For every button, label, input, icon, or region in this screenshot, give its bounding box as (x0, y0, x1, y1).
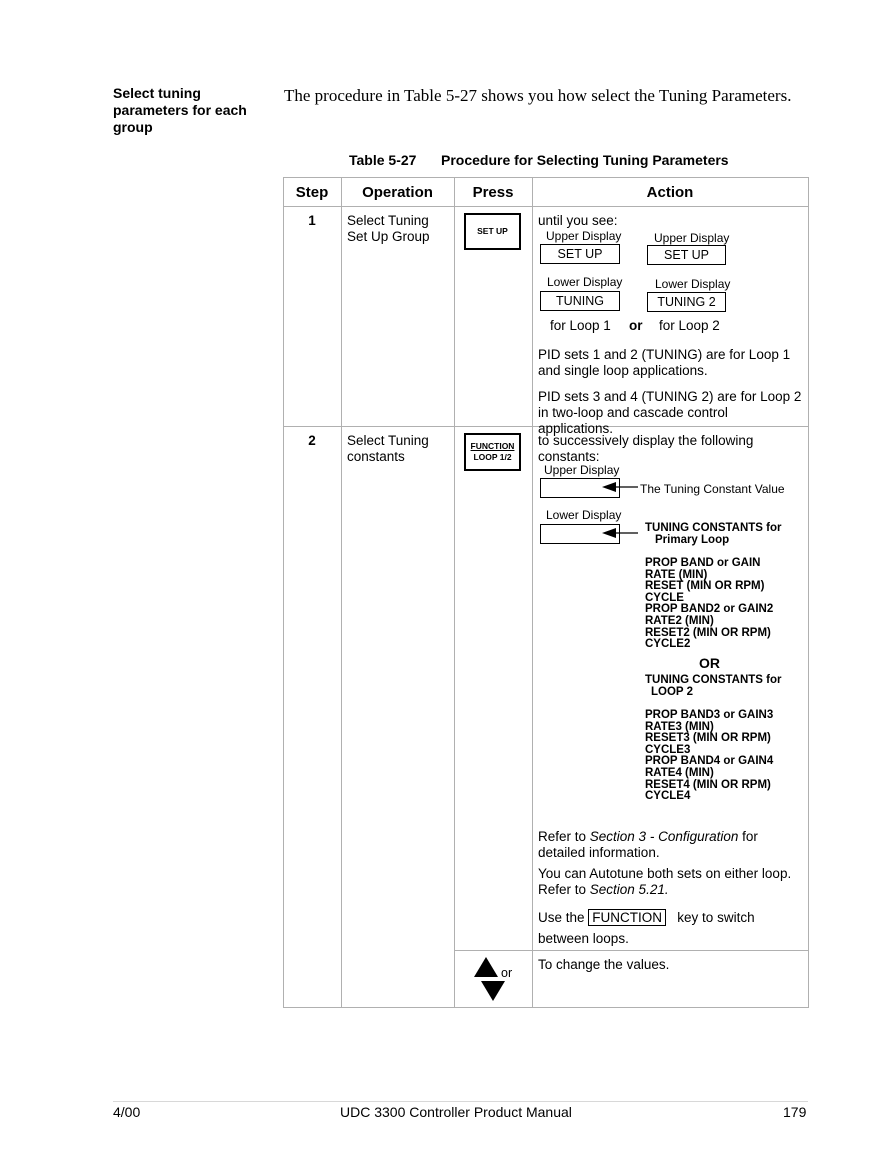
list-item: PROP BAND or GAIN (645, 557, 761, 569)
row1-step: 1 (308, 213, 316, 228)
down-arrow-key-icon[interactable] (480, 980, 506, 1002)
list-item: RESET (MIN OR RPM) (645, 580, 765, 593)
col-divider-1 (341, 177, 342, 1008)
table-right-border (808, 177, 809, 1008)
primary-heading: TUNING CONSTANTS for Primary Loop (645, 522, 782, 546)
loop1-upper-display: SET UP (540, 244, 620, 264)
up-arrow-key-icon[interactable] (473, 956, 499, 978)
upper-callout-text: The Tuning Constant Value (640, 482, 785, 496)
loop1-upper-label: Upper Display (546, 229, 622, 243)
table-title: Procedure for Selecting Tuning Parameters (441, 152, 729, 168)
row2-press-action-border (454, 950, 808, 951)
row1-note2: PID sets 3 and 4 (TUNING 2) are for Loop 2 in two-loop and cascade control applications. (538, 389, 802, 436)
intro-paragraph: The procedure in Table 5-27 shows you how select the Tuning Parameters. (284, 86, 792, 105)
table-left-border (283, 177, 284, 1008)
upper-callout-arrow (600, 480, 640, 494)
function-key-inline: FUNCTION (588, 909, 666, 926)
row2-action-intro: to successively display the following constants: (538, 433, 754, 464)
function-key-label: FUNCTION (470, 441, 515, 451)
setup-key[interactable] (464, 213, 521, 250)
table-bottom-border (283, 1007, 808, 1008)
header-press: Press (472, 184, 514, 201)
function-loop-key[interactable] (464, 433, 521, 471)
list-item: RESET2 (MIN OR RPM) (645, 626, 771, 639)
footer-divider (113, 1101, 808, 1102)
list-item: RESET3 (MIN OR RPM) (645, 732, 771, 745)
loop1-lower-label: Lower Display (547, 275, 623, 289)
autotune-note: You can Autotune both sets on either loop. Refer to Section 5.21. (538, 866, 792, 897)
refer-note: Refer to Section 3 - Configuration for detailed information. (538, 829, 758, 860)
row2-lower-label: Lower Display (546, 508, 622, 522)
row2-operation: Select Tuning constants (347, 433, 429, 464)
row1-note1: PID sets 1 and 2 (TUNING) are for Loop 1 and single loop applications. (538, 347, 791, 378)
list-item: CYCLE4 (645, 790, 691, 803)
loop1-caption: for Loop 1 (550, 318, 611, 333)
list-item: PROP BAND4 or GAIN4 (645, 755, 774, 768)
row1-operation: Select Tuning Set Up Group (347, 213, 430, 244)
loop2-constants-list (645, 710, 773, 803)
loop2-upper-label: Upper Display (654, 231, 730, 245)
list-item: RATE2 (MIN) (645, 614, 714, 627)
header-action: Action (646, 184, 694, 201)
list-item: CYCLE3 (645, 743, 691, 756)
lower-callout-arrow (600, 526, 640, 540)
table-top-border (283, 177, 808, 178)
footer-page-number: 179 (783, 1104, 807, 1120)
list-item: PROP BAND2 or GAIN2 (645, 603, 774, 616)
row2-upper-label: Upper Display (544, 463, 620, 477)
loop1-lower-display: TUNING (540, 291, 620, 311)
list-item: CYCLE2 (645, 638, 691, 651)
row2-step: 2 (308, 433, 316, 448)
list-item: PROP BAND3 or GAIN3 (645, 709, 774, 721)
header-step: Step (295, 184, 329, 201)
list-item: RATE3 (MIN) (645, 720, 714, 733)
list-item: RESET4 (MIN OR RPM) (645, 778, 771, 791)
loop2-heading: TUNING CONSTANTS for LOOP 2 (645, 674, 782, 698)
arrows-or: or (501, 966, 513, 980)
loop2-lower-display: TUNING 2 (647, 292, 726, 312)
loop2-lower-label: Lower Display (655, 277, 731, 291)
col-divider-3 (532, 177, 533, 1008)
footer-manual-title: UDC 3300 Controller Product Manual (340, 1104, 572, 1120)
list-item: CYCLE (645, 591, 684, 604)
loop-key-label: LOOP 1/2 (473, 452, 512, 462)
table-number: Table 5-27 (349, 152, 417, 168)
row1-action-intro: until you see: (538, 213, 618, 228)
footer-date: 4/00 (113, 1104, 141, 1120)
table-caption (349, 152, 729, 168)
primary-constants-list (645, 558, 773, 651)
header-operation: Operation (362, 184, 433, 201)
header-bottom-border (283, 206, 808, 207)
loop2-upper-display: SET UP (647, 245, 726, 265)
col-divider-2 (454, 177, 455, 1008)
setup-key-label: SET UP (477, 226, 508, 236)
loops-or: or (629, 318, 643, 333)
row3-action: To change the values. (538, 957, 670, 972)
list-item: RATE4 (MIN) (645, 766, 714, 779)
constants-or: OR (699, 655, 720, 671)
list-item: RATE (MIN) (645, 568, 708, 581)
side-heading: Select tuning parameters for each group (113, 85, 247, 135)
use-function-note: Use the FUNCTION key to switch between loops. (538, 910, 755, 946)
loop2-caption: for Loop 2 (659, 318, 720, 333)
